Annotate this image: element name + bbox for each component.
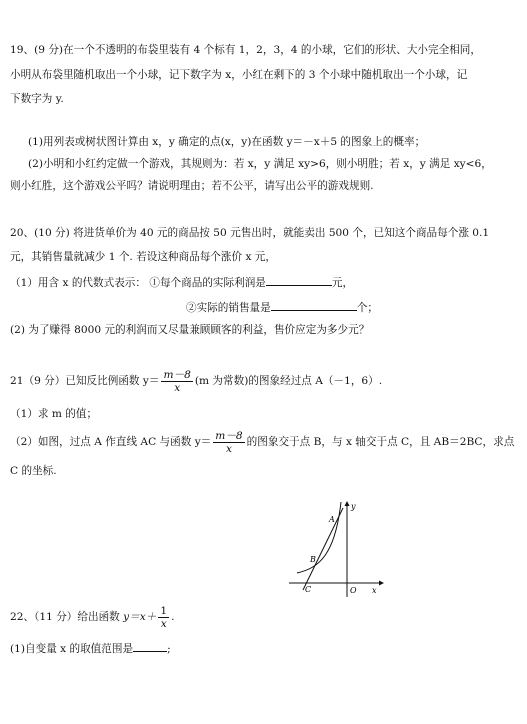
label-c: C (305, 585, 312, 594)
q22-part1 (10, 640, 171, 656)
q22-frac-num: 1 (160, 604, 168, 617)
q20-part1-suffix: 元， (331, 277, 354, 289)
q22-prefix: 22、（11 分）给出函数 (10, 611, 124, 623)
q22-stem (10, 604, 174, 630)
q22-frac-den: x (160, 617, 167, 630)
q21-part2-line1 (10, 429, 514, 455)
q21-part2-suffix: 的图象交于点 B，与 x 轴交于点 C，且 AB＝2BC，求点 (246, 436, 515, 448)
q22-part1-prefix: (1)自变量 x 的取值范围是 (10, 643, 134, 655)
line-ac (303, 508, 343, 590)
q19-part2-line2: 则小红胜，这个游戏公平吗？请说明理由；若不公平，请写出公平的游戏规则. (10, 180, 374, 192)
q22-domain-blank[interactable] (133, 640, 167, 652)
q21-stem (10, 368, 382, 394)
q21-part2-frac-den: x (225, 442, 232, 455)
q20-part1-prefix: （1）用含 x 的代数式表示： ①每个商品的实际利润是 (10, 277, 266, 289)
label-x: x (372, 586, 377, 595)
q21-part1: （1）求 m 的值； (10, 408, 98, 420)
q20-part1b-suffix: 个； (356, 302, 378, 314)
q20-profit-blank[interactable] (266, 274, 332, 286)
q21-part2-fraction (213, 430, 244, 455)
q22-fraction (158, 605, 169, 630)
q19-line1: 19、(9 分)在一个不透明的布袋里装有 4 个标有 1，2，3，4 的小球，它们的形状、大小完全相同， (10, 44, 481, 56)
q21-part2-frac-num: m－8 (215, 429, 243, 442)
q21-frac-num: m－8 (163, 368, 191, 381)
label-o: O (350, 586, 357, 595)
q20-part1-line2 (186, 299, 378, 315)
q19-part1: (1)用列表或树状图计算由 x，y 确定的点(x，y)在函数 y＝－x＋5 的图象上的概率； (28, 136, 426, 148)
q21-fraction (161, 369, 192, 394)
coordinate-figure (289, 500, 385, 598)
q21-part2-prefix: （2）如图，过点 A 作直线 AC 与函数 y＝ (10, 436, 212, 448)
q22-func-lhs: y＝x＋ (123, 611, 157, 623)
q19-line2: 小明从布袋里随机取出一个小球，记下数字为 x，小红在剩下的 3 个小球中随机取出一个小球，记 (10, 69, 468, 81)
q19-line3: 下数字为 y. (10, 93, 64, 105)
label-a: A (329, 515, 335, 524)
q20-part1-line1 (10, 274, 353, 290)
q20-line2: 元，其销售量就减少 1 个. 若设这种商品每个涨价 x 元， (10, 251, 276, 263)
label-b: B (310, 555, 316, 564)
q22-part1-suffix: ; (167, 643, 171, 655)
q21-prefix: 21（9 分）已知反比例函数 y＝ (10, 375, 160, 387)
hyperbola-curve (297, 502, 341, 573)
q21-frac-den: x (174, 381, 181, 394)
q21-part2-line2: C 的坐标. (10, 465, 57, 477)
q19-part2-line1: (2)小明和小红约定做一个游戏，其规则为：若 x，y 满足 xy>6，则小明胜；若 x，y 满足 xy<6， (28, 158, 492, 170)
q20-part1b-prefix: ②实际的销售量是 (186, 302, 271, 314)
q20-line1: 20、(10 分) 将进货单价为 40 元的商品按 50 元售出时，就能卖出 500 个，已知这个商品每个涨 0.1 (10, 227, 490, 239)
label-y: y (351, 502, 356, 511)
x-axis-arrow (379, 581, 384, 586)
q20-sales-blank[interactable] (271, 299, 357, 311)
q21-suffix: (m 为常数)的图象经过点 A（－1，6）. (194, 375, 383, 387)
q22-suffix: . (171, 611, 175, 623)
y-axis-arrow (345, 501, 350, 506)
q20-part2: (2) 为了赚得 8000 元的利润而又尽量兼顾顾客的利益，售价应定为多少元？ (10, 324, 370, 336)
